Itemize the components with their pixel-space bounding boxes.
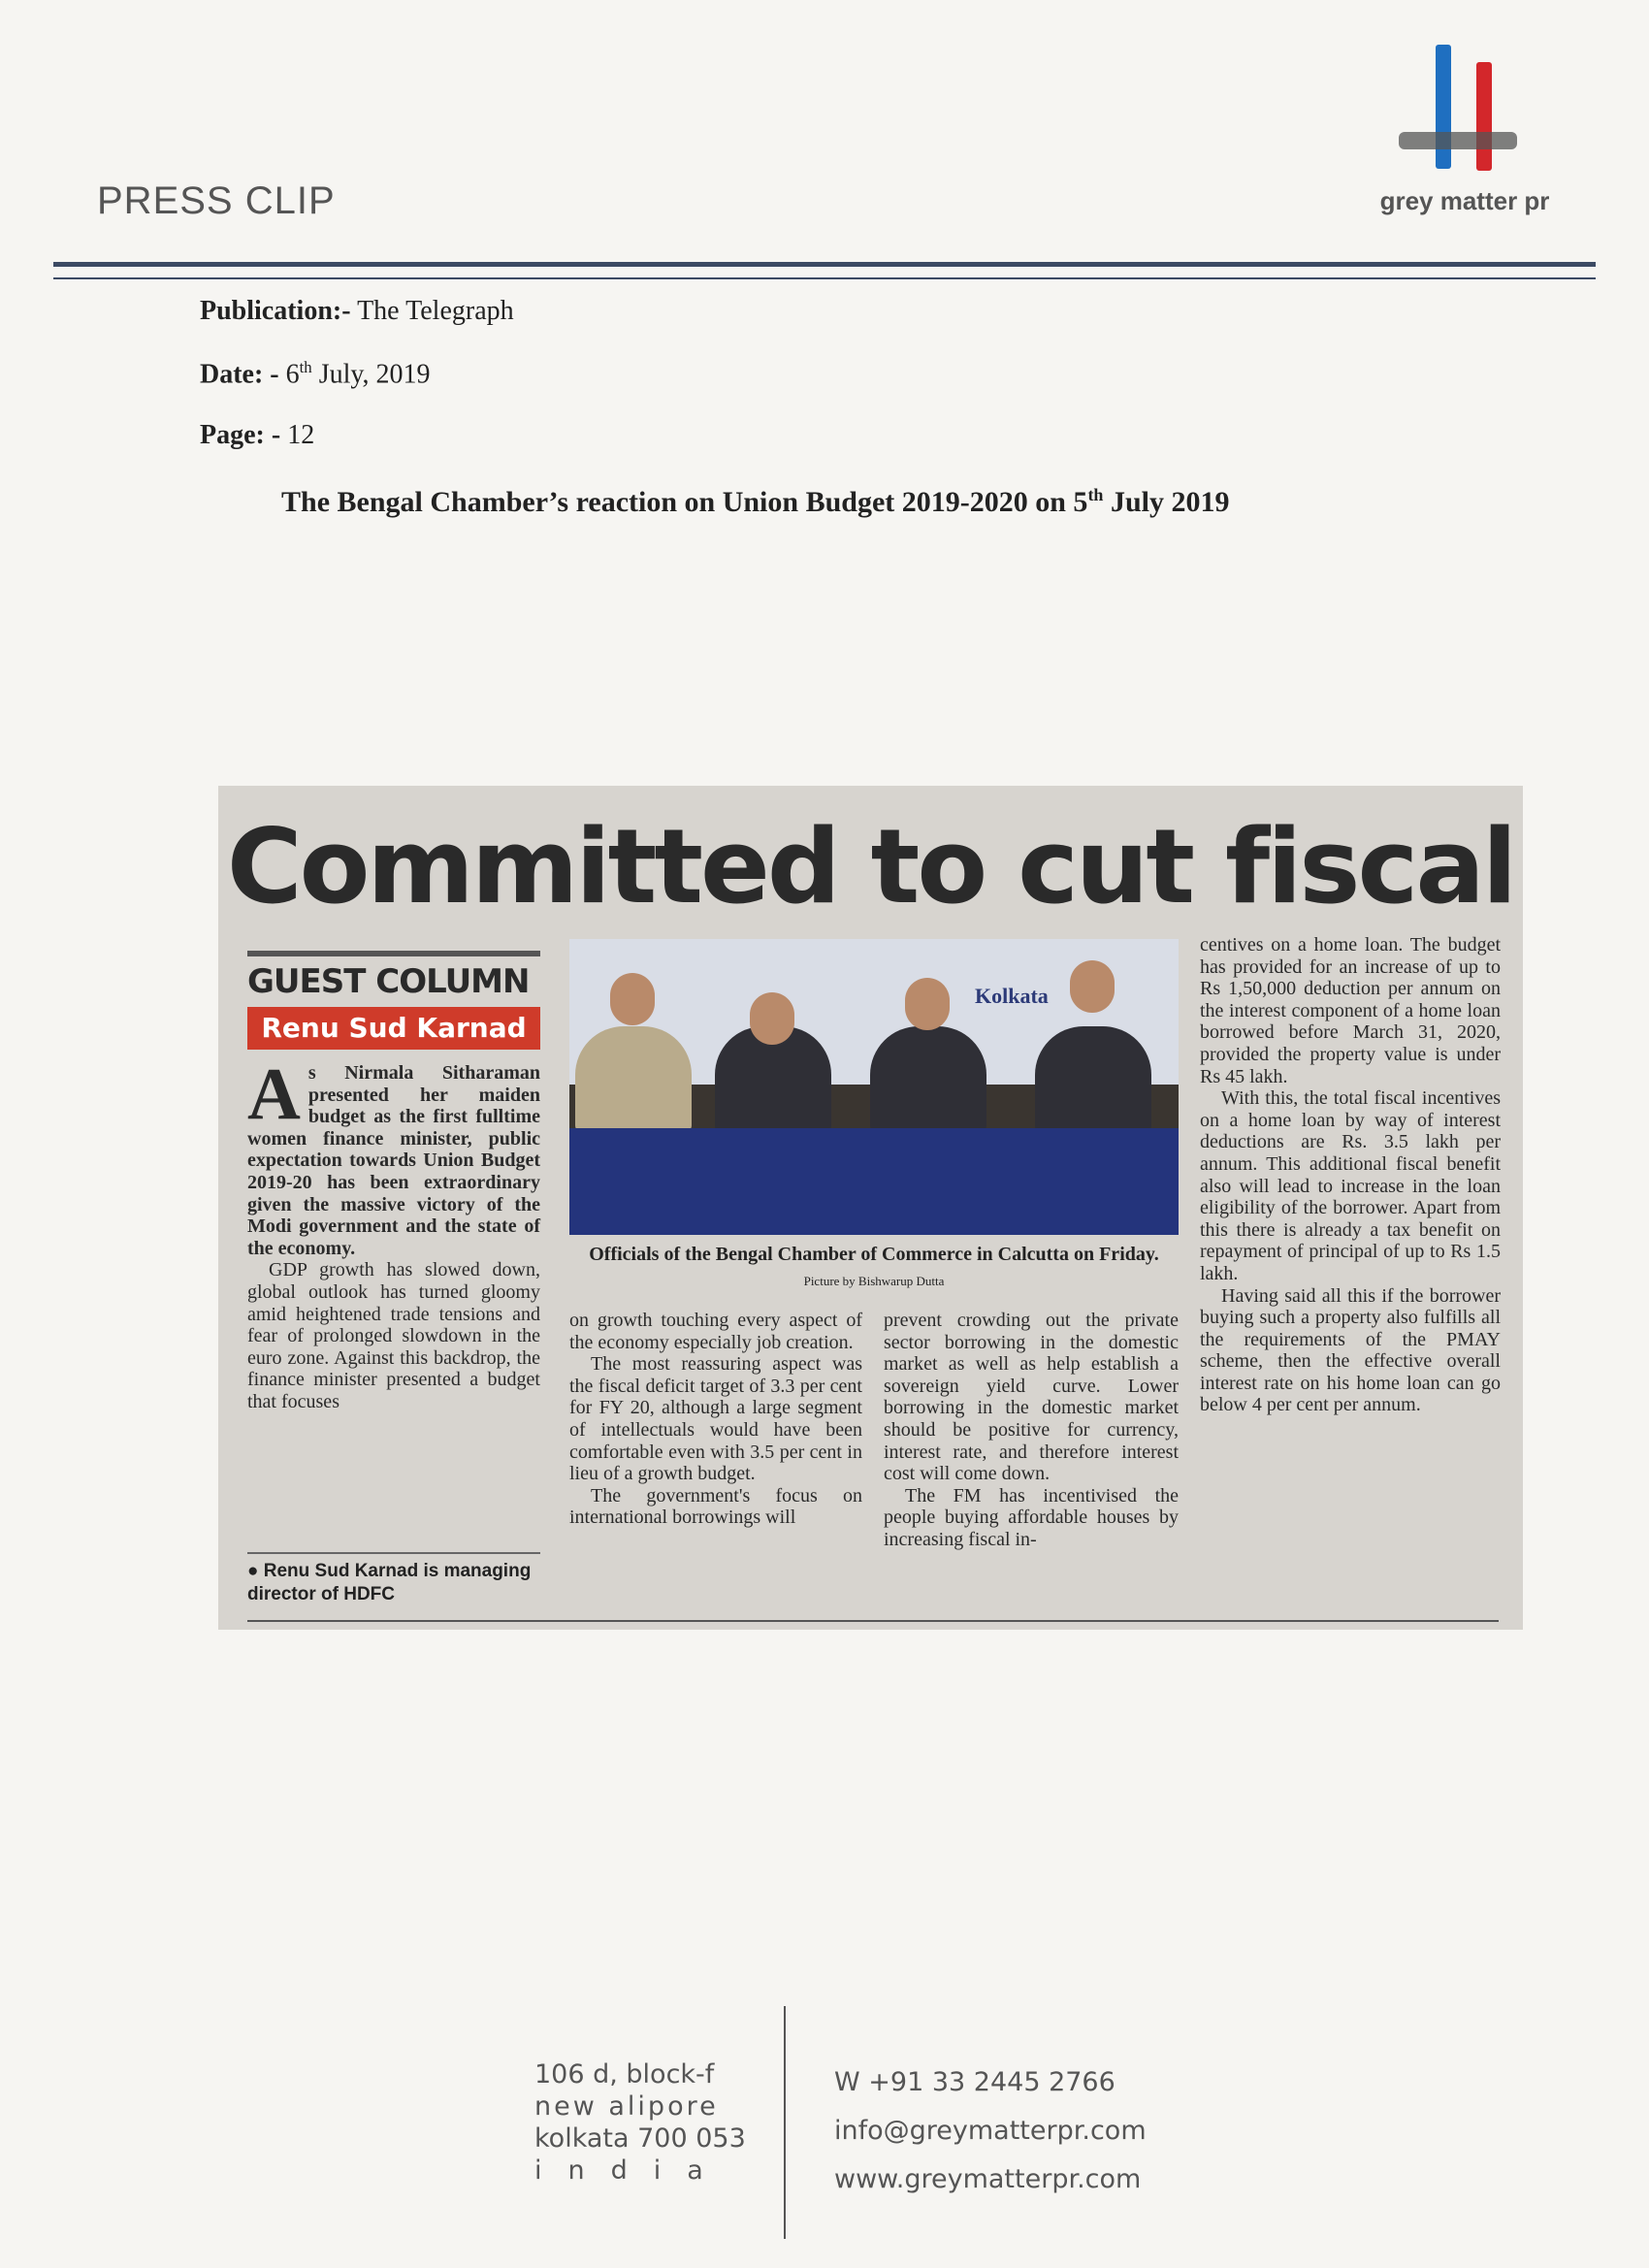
article-paragraph: GDP growth has slowed down, global outlook has turned gloomy amid heightened trade tensions and fear of prolonged slowdown in the euro zone. Against this backdrop, the finance minister presented a budget that focuses	[247, 1259, 540, 1412]
photo-person-head	[750, 992, 794, 1045]
reference-text: The Bengal Chamber’s reaction on Union Budget 2019-2020 on 5	[281, 486, 1088, 518]
event-photo	[569, 939, 1179, 1235]
article-paragraph: centives on a home loan. The budget has provided for an increase of up to Rs 1,50,000 deduction per annum on the interest component of a home loan borrowed before March 31, 2020, provided the property value is under Rs 45 lakh.	[1200, 934, 1501, 1087]
page-row	[200, 420, 514, 454]
article-headline: Committed to cut fiscal	[226, 807, 1515, 926]
photo-person-head	[1070, 960, 1115, 1013]
author-byline: ● Renu Sud Karnad is managing director of HDFC	[247, 1552, 540, 1606]
photo-caption	[569, 1242, 1179, 1294]
reference-text-end: July 2019	[1110, 486, 1230, 518]
logo-red-bar	[1476, 62, 1492, 171]
photo-banner-text: Kolkata	[975, 984, 1049, 1008]
newspaper-clipping	[218, 786, 1523, 1630]
logo-blue-bar	[1436, 45, 1451, 169]
header-rule-thick	[53, 262, 1596, 267]
article-column-3	[884, 1310, 1179, 1551]
photo-table	[569, 1128, 1179, 1235]
page-label: Page: -	[200, 420, 281, 450]
press-clip-heading: PRESS CLIP	[97, 179, 336, 222]
header-rule-thin	[53, 277, 1596, 279]
author-badge: Renu Sud Karnad	[247, 1007, 540, 1050]
article-paragraph: The FM has incentivised the people buying affordable houses by increasing fiscal in-	[884, 1484, 1179, 1550]
footer-contact	[834, 2058, 1147, 2204]
footer-website[interactable]: www.greymatterpr.com	[834, 2164, 1142, 2194]
date-suffix: th	[299, 358, 312, 376]
article-paragraph: The government's focus on international borrowings will	[569, 1484, 862, 1529]
grey-matter-logo	[1368, 39, 1562, 223]
date-label: Date: -	[200, 359, 279, 390]
article-column-1	[247, 1053, 540, 1413]
address-line: new alipore	[534, 2091, 719, 2122]
clip-metadata	[200, 296, 514, 482]
article-paragraph: Having said all this if the borrower buying such a property also fulfills all the requirements of the PMAY scheme, then the effective overall interest rate on his home loan can go below 4 per cent per annum.	[1200, 1284, 1501, 1416]
article-column-2	[569, 1310, 862, 1529]
photo-person-head	[905, 978, 950, 1030]
date-row	[200, 358, 514, 392]
date-day: 6	[285, 359, 300, 390]
article-paragraph: With this, the total fiscal incentives on a home loan by way of interest deductions are Rs. 3.5 lakh per annum. This additional fiscal benefit also will lead to increase in the loan eligibility of the borrower. Apart from this there is already a tax benefit on repayment of principal of up to Rs 1.5 lakh.	[1200, 1087, 1501, 1284]
photo-person	[575, 1026, 692, 1133]
article-paragraph: The most reassuring aspect was the fiscal deficit target of 3.3 per cent for FY 20, although a large segment of intellectuals would have been comfortable even with 3.5 per cent in lieu of a growth budget.	[569, 1353, 862, 1485]
publication-label: Publication:-	[200, 296, 351, 326]
address-line: india	[534, 2155, 729, 2186]
logo-text: grey matter pr	[1379, 186, 1550, 215]
article-paragraph: on growth touching every aspect of the economy especially job creation.	[569, 1310, 862, 1353]
address-line: kolkata 700 053	[534, 2123, 746, 2154]
clipping-bottom-rule	[247, 1620, 1499, 1622]
address-line: 106 d, block-f	[534, 2059, 715, 2090]
article-lead: s Nirmala Sitharaman presented her maiden budget as the first fulltime women finance minister, public expectation towards Union Budget 2019-20 has been extraordinary given the massive victory of the Modi government and the state of the economy.	[247, 1062, 540, 1259]
date-rest: July, 2019	[318, 359, 431, 390]
photo-person	[870, 1026, 986, 1133]
guest-column-label: GUEST COLUMN	[247, 951, 540, 1001]
article-paragraph: prevent crowding out the private sector borrowing in the domestic market as well as help establish a sovereign yield curve. Lower borrowing in the domestic market should be positive for currency, interest rate, and therefore interest cost will come down.	[884, 1310, 1179, 1485]
photo-credit: Picture by Bishwarup Dutta	[803, 1274, 945, 1288]
photo-person-head	[610, 973, 655, 1025]
caption-text: Officials of the Bengal Chamber of Commerce in Calcutta on Friday.	[589, 1244, 1159, 1265]
reference-sup: th	[1087, 485, 1104, 504]
logo-strike	[1399, 132, 1517, 149]
photo-person	[1035, 1026, 1151, 1133]
footer-address	[534, 2058, 746, 2187]
drop-cap: A	[247, 1053, 301, 1135]
footer-email[interactable]: info@greymatterpr.com	[834, 2116, 1147, 2146]
byline-text: Renu Sud Karnad is managing director of HDFC	[247, 1561, 532, 1604]
footer-phone: W +91 33 2445 2766	[834, 2067, 1116, 2097]
footer-divider	[784, 2006, 786, 2239]
article-column-4	[1200, 934, 1501, 1416]
publication-row	[200, 296, 514, 330]
publication-value: The Telegraph	[357, 296, 514, 326]
reference-heading	[281, 485, 1229, 519]
page-value: 12	[287, 420, 315, 450]
